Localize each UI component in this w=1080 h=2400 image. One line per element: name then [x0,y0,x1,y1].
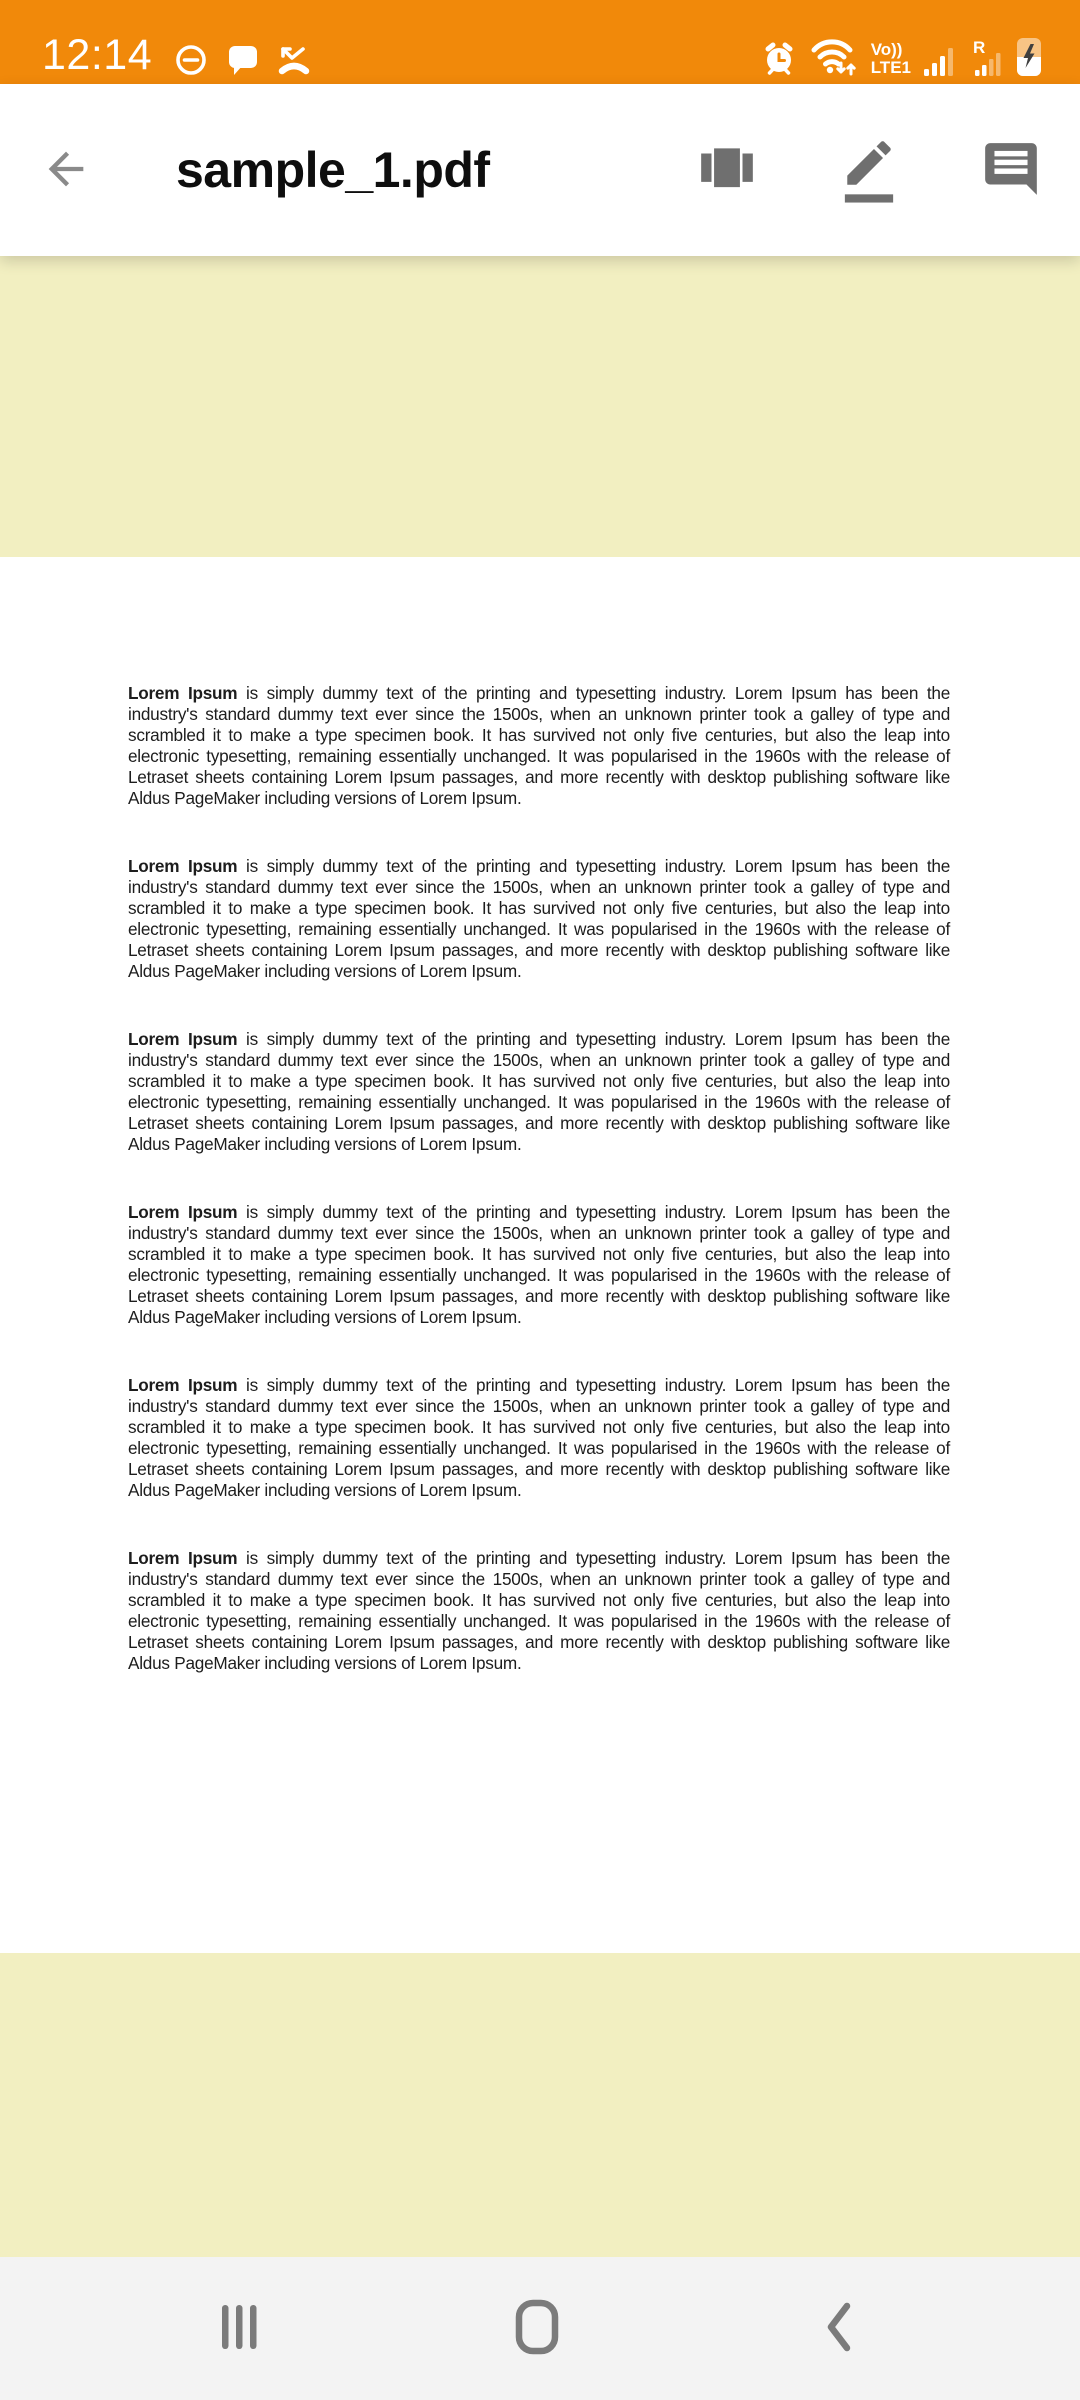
paragraph-body: is simply dummy text of the printing and typesetting industry. Lorem Ipsum has been the industry's standard dummy text ever since the 1500s, when an unknown printer took a galley of type and scrambled it to make a type specimen book. It has survived not only five centuries, but also the leap into electronic typesetting, remaining essentially unchanged. It was popularised in the 1960s with the release of Letraset sheets containing Lorem Ipsum passages, and more recently with desktop publishing software like Aldus PageMaker including versions of Lorem Ipsum. [128,1202,951,1327]
pdf-paragraph [128,1202,950,1328]
toolbar-actions [696,134,1042,207]
paragraph-lead: Lorem Ipsum [128,1029,238,1049]
nav-back-button[interactable] [759,2257,919,2400]
pdf-paragraph [128,1029,950,1155]
paragraph-body: is simply dummy text of the printing and typesetting industry. Lorem Ipsum has been the industry's standard dummy text ever since the 1500s, when an unknown printer took a galley of type and scrambled it to make a type specimen book. It has survived not only five centuries, but also the leap into electronic typesetting, remaining essentially unchanged. It was popularised in the 1960s with the release of Letraset sheets containing Lorem Ipsum passages, and more recently with desktop publishing software like Aldus PageMaker including versions of Lorem Ipsum. [128,1029,951,1154]
paragraph-lead: Lorem Ipsum [128,1548,238,1568]
pdf-page [0,557,1080,1953]
pdf-paragraph [128,856,950,982]
recents-button[interactable] [159,2257,319,2400]
comment-icon [980,188,1042,203]
wifi-icon [810,35,858,77]
document-title: sample_1.pdf [176,142,490,198]
edit-icon [840,192,898,207]
home-icon [513,2298,561,2359]
paragraph-lead: Lorem Ipsum [128,1202,238,1222]
pdf-paragraph [128,1548,950,1674]
view-pages-button[interactable] [696,138,758,203]
pdf-paragraph [128,1375,950,1501]
paragraph-lead: Lorem Ipsum [128,1375,238,1395]
paragraph-lead: Lorem Ipsum [128,683,238,703]
sim2-signal-icon [967,39,1003,77]
paragraph-lead: Lorem Ipsum [128,856,238,876]
status-bar [0,0,1080,84]
volte-line2: LTE1 [870,58,911,77]
back-icon [819,2298,859,2359]
svg-text:R: R [973,39,986,57]
home-button[interactable] [457,2257,617,2400]
status-notification-icons [174,43,312,77]
message-icon [225,43,259,77]
status-system-icons [761,35,1042,77]
back-arrow-icon [40,143,92,198]
back-button[interactable] [40,130,120,210]
do-not-disturb-icon [174,43,208,77]
paragraph-body: is simply dummy text of the printing and typesetting industry. Lorem Ipsum has been the industry's standard dummy text ever since the 1500s, when an unknown printer took a galley of type and scrambled it to make a type specimen book. It has survived not only five centuries, but also the leap into electronic typesetting, remaining essentially unchanged. It was popularised in the 1960s with the release of Letraset sheets containing Lorem Ipsum passages, and more recently with desktop publishing software like Aldus PageMaker including versions of Lorem Ipsum. [128,1375,951,1500]
status-time: 12:14 [42,31,153,79]
toolbar [0,84,1080,256]
pdf-paragraph [128,683,950,809]
pdf-scroll-area[interactable] [0,256,1080,2257]
comment-button[interactable] [980,138,1042,203]
navigation-bar [0,2257,1080,2400]
recents-icon [211,2299,267,2358]
alarm-icon [761,41,797,77]
paragraph-body: is simply dummy text of the printing and typesetting industry. Lorem Ipsum has been the industry's standard dummy text ever since the 1500s, when an unknown printer took a galley of type and scrambled it to make a type specimen book. It has survived not only five centuries, but also the leap into electronic typesetting, remaining essentially unchanged. It was popularised in the 1960s with the release of Letraset sheets containing Lorem Ipsum passages, and more recently with desktop publishing software like Aldus PageMaker including versions of Lorem Ipsum. [128,683,951,808]
missed-call-icon [276,44,312,76]
view-pages-icon [696,188,758,203]
battery-charging-icon [1016,35,1042,77]
signal-icon [924,41,954,77]
volte-indicator [871,41,911,77]
paragraph-body: is simply dummy text of the printing and typesetting industry. Lorem Ipsum has been the industry's standard dummy text ever since the 1500s, when an unknown printer took a galley of type and scrambled it to make a type specimen book. It has survived not only five centuries, but also the leap into electronic typesetting, remaining essentially unchanged. It was popularised in the 1960s with the release of Letraset sheets containing Lorem Ipsum passages, and more recently with desktop publishing software like Aldus PageMaker including versions of Lorem Ipsum. [128,1548,951,1673]
edit-button[interactable] [840,134,898,207]
volte-line1: Vo)) [870,40,903,59]
paragraph-body: is simply dummy text of the printing and typesetting industry. Lorem Ipsum has been the industry's standard dummy text ever since the 1500s, when an unknown printer took a galley of type and scrambled it to make a type specimen book. It has survived not only five centuries, but also the leap into electronic typesetting, remaining essentially unchanged. It was popularised in the 1960s with the release of Letraset sheets containing Lorem Ipsum passages, and more recently with desktop publishing software like Aldus PageMaker including versions of Lorem Ipsum. [128,856,951,981]
